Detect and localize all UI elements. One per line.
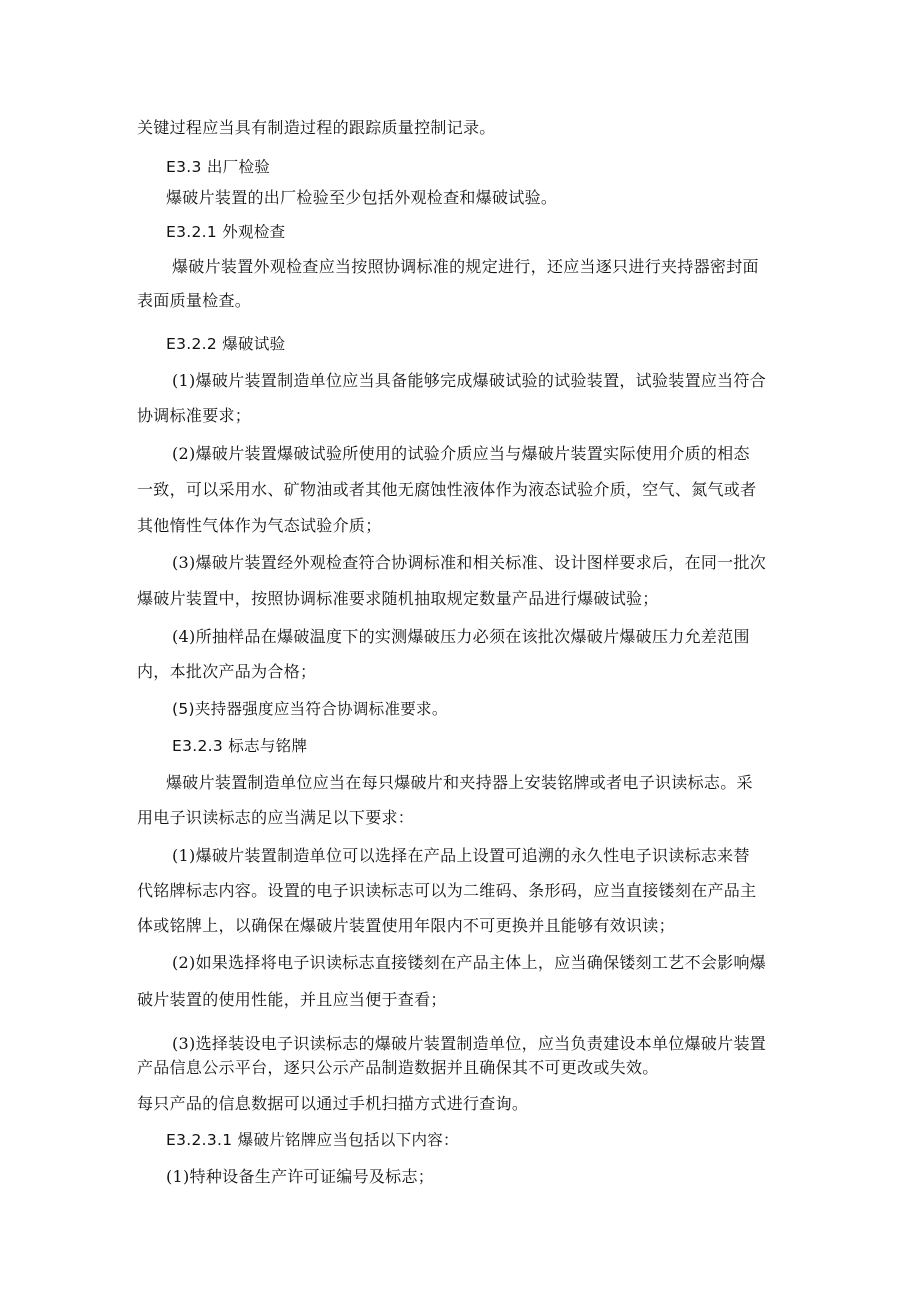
text-line: 协调标准要求； xyxy=(137,406,252,425)
text-line: 体或铭牌上，以确保在爆破片装置使用年限内不可更换并且能够有效识读； xyxy=(137,916,675,935)
text-line: 破片装置的使用性能，并且应当便于查看； xyxy=(137,990,447,1009)
text-line: 爆破片装置的出厂检验至少包括外观检查和爆破试验。 xyxy=(166,188,558,207)
section-heading: E3.2.1 外观检查 xyxy=(166,223,286,241)
text-line: 爆破片装置中，按照协调标准要求随机抽取规定数量产品进行爆破试验； xyxy=(137,589,659,608)
text-line: 其他惰性气体作为气态试验介质； xyxy=(137,516,382,535)
text-line: (4)所抽样品在爆破温度下的实测爆破压力必须在该批次爆破片爆破压力允差范围 xyxy=(172,627,750,646)
section-heading: E3.2.3.1 爆破片铭牌应当包括以下内容： xyxy=(166,1131,459,1149)
text-line: 爆破片装置制造单位应当在每只爆破片和夹持器上安装铭牌或者电子识读标志。采 xyxy=(166,773,753,792)
text-line: (1)爆破片装置制造单位应当具备能够完成爆破试验的试验装置，试验装置应当符合 xyxy=(172,371,767,390)
section-heading: E3.3 出厂检验 xyxy=(166,158,271,176)
text-line: (3)爆破片装置经外观检查符合协调标准和相关标准、设计图样要求后，在同一批次 xyxy=(172,553,767,572)
text-line: 一致，可以采用水、矿物油或者其他无腐蚀性液体作为液态试验介质，空气、氮气或者 xyxy=(137,480,757,499)
text-line: (3)选择装设电子识读标志的爆破片装置制造单位，应当负责建设本单位爆破片装置 xyxy=(172,1034,767,1053)
text-line: 代铭牌标志内容。设置的电子识读标志可以为二维码、条形码，应当直接镂刻在产品主 xyxy=(137,881,757,900)
section-heading: E3.2.2 爆破试验 xyxy=(166,335,286,353)
text-line: (1)爆破片装置制造单位可以选择在产品上设置可追溯的永久性电子识读标志来替 xyxy=(172,846,750,865)
text-line: (2)爆破片装置爆破试验所使用的试验介质应当与爆破片装置实际使用介质的相态 xyxy=(172,444,750,463)
text-line: 产品信息公示平台，逐只公示产品制造数据并且确保其不可更改或失效。 xyxy=(137,1058,659,1077)
text-line: 每只产品的信息数据可以通过手机扫描方式进行查询。 xyxy=(137,1094,529,1113)
text-line: 关键过程应当具有制造过程的跟踪质量控制记录。 xyxy=(137,118,496,137)
text-line: 表面质量检查。 xyxy=(137,291,252,310)
text-line: (2)如果选择将电子识读标志直接镂刻在产品主体上，应当确保镂刻工艺不会影响爆 xyxy=(172,953,767,972)
section-heading: E3.2.3 标志与铭牌 xyxy=(172,737,308,755)
text-line: 爆破片装置外观检查应当按照协调标准的规定进行，还应当逐只进行夹持器密封面 xyxy=(172,257,759,276)
text-line: 内，本批次产品为合格； xyxy=(137,662,317,681)
text-line: (1)特种设备生产许可证编号及标志； xyxy=(166,1167,435,1186)
text-line: 用电子识读标志的应当满足以下要求： xyxy=(137,808,415,827)
section-heading: (5)夹持器强度应当符合协调标准要求。 xyxy=(172,700,448,718)
